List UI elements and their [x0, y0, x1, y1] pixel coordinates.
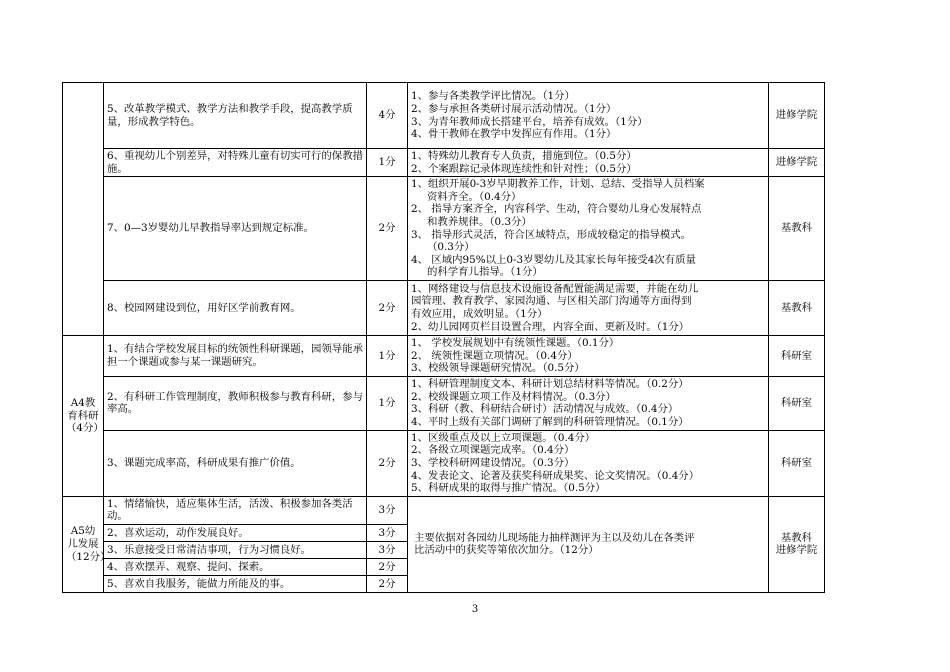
criteria-cell [408, 376, 769, 430]
criteria-line: 3、为青年教师成长搭建平台，培养有成效。（1分） [411, 115, 648, 128]
score-cell: 3分 [367, 524, 408, 541]
item-cell: 8、校园网建设到位，用好区学前教育网。 [104, 280, 367, 335]
category-points: （12分） [66, 550, 111, 563]
criteria-line: 2、校级课题立项工作及材料情况。（0.3分） [411, 390, 616, 403]
criteria-line: 3、科研（教、科研结合研讨）活动情况与成效。（0.4分） [411, 403, 679, 416]
criteria-cell [408, 177, 769, 281]
department-cell: 科研室 [769, 335, 825, 376]
score-cell: 4分 [367, 83, 408, 149]
category-cell-empty [63, 83, 104, 336]
item-cell: 3、课题完成率高，科研成果有推广价值。 [104, 430, 367, 496]
criteria-line: 2、各级立项课题完成率。（0.4分） [411, 444, 575, 457]
evaluation-table [62, 82, 825, 593]
item-cell: 3、乐意接受日常清洁事项，行为习惯良好。 [104, 541, 367, 558]
item-cell: 4、喜欢摆弄、观察、提问、探索。 [104, 558, 367, 575]
criteria-line: 4、骨干教师在教学中发挥应有作用。（1分） [411, 128, 617, 141]
criteria-line: 的科学育儿指导。（1分） [427, 266, 543, 279]
score-cell: 3分 [367, 541, 408, 558]
score-cell: 2分 [367, 430, 408, 496]
criteria-line: 1、组织开展0-3岁早期教养工作，计划、总结、受指导人员档案 [411, 178, 705, 191]
table-row [63, 376, 825, 430]
table-row [63, 430, 825, 496]
item-cell: 5、喜欢自我服务，能做力所能及的事。 [104, 575, 367, 592]
criteria-line: 比活动中的获奖等第依次加分。（12分） [414, 544, 599, 557]
category-points: （4分） [66, 422, 104, 435]
table-row [63, 149, 825, 177]
criteria-line: 3、校级领导课题研究情况。（0.5分） [411, 362, 585, 375]
score-cell: 1分 [367, 149, 408, 177]
criteria-line: （0.3分） [427, 241, 475, 254]
criteria-line: 4、 区域内95%以上0-3岁婴幼儿及其家长每年接受4次有质量 [411, 253, 696, 266]
criteria-line: 1、区级重点及以上立项课题。（0.4分） [411, 431, 596, 444]
criteria-line: 2、参与承担各类研讨展示活动情况。（1分） [411, 102, 617, 115]
criteria-line: 2、个案跟踪记录体现连续性和针对性；（0.5分） [411, 162, 637, 175]
criteria-line: 1、科研管理制度文本、科研计划总结材料等情况。（0.2分） [411, 378, 689, 391]
criteria-line: 5、科研成果的取得与推广情况。（0.5分） [411, 482, 606, 495]
criteria-line: 4、发表论文、论著及获奖科研成果奖、论文奖情况。（0.4分） [411, 469, 700, 482]
item-cell: 2、有科研工作管理制度，教师积极参与教育科研，参与率高。 [104, 376, 367, 430]
table-row [63, 496, 825, 524]
criteria-line: 资料齐全。（0.4分） [427, 190, 522, 203]
criteria-cell [408, 335, 769, 376]
table-row [63, 335, 825, 376]
score-cell: 2分 [367, 280, 408, 335]
criteria-cell [408, 83, 769, 149]
criteria-line: 1、参与各类教学评比情况。（1分） [411, 90, 575, 103]
department-cell: 进修学院 [769, 83, 825, 149]
score-cell: 2分 [367, 575, 408, 592]
score-cell: 2分 [367, 558, 408, 575]
criteria-cell [408, 280, 769, 335]
page-number: 3 [471, 604, 479, 615]
criteria-line: 园管理、教育教学、家园沟通、与区相关部门沟通等方面得到 [411, 295, 692, 308]
table-row [63, 83, 825, 149]
item-cell: 7、0—3岁婴幼儿早教指导率达到规定标准。 [104, 177, 367, 281]
criteria-line: 4、平时上级有关部门调研了解到的科研管理情况。（0.1分） [411, 415, 689, 428]
criteria-line: 1、 学校发展规划中有统领性课题。（0.1分） [411, 336, 620, 349]
category-cell-a4 [63, 335, 104, 496]
criteria-line: 2、 统领性课题立项情况。（0.4分） [411, 349, 578, 362]
department-line: 进修学院 [775, 544, 818, 557]
score-cell: 1分 [367, 335, 408, 376]
criteria-line: 3、学校科研网建设情况。（0.3分） [411, 456, 575, 469]
department-cell [769, 496, 825, 592]
criteria-cell [408, 430, 769, 496]
item-cell: 2、喜欢运动，动作发展良好。 [104, 524, 367, 541]
category-title: A4教育科研 [67, 396, 99, 422]
item-cell: 1、有结合学校发展目标的统领性科研课题，园领导能承担一个课题或参与某一课题研究。 [104, 335, 367, 376]
department-cell: 基教科 [769, 177, 825, 281]
criteria-cell [408, 149, 769, 177]
department-cell: 基教科 [769, 280, 825, 335]
category-cell-a5 [63, 496, 111, 592]
criteria-line: 有效应用，成效明显。（1分） [411, 307, 548, 320]
score-cell: 3分 [367, 496, 408, 524]
criteria-line: 2、幼儿园网页栏目设置合理，内容全面、更新及时。（1分） [411, 320, 690, 333]
item-cell: 1、情绪愉快，适应集体生活，活泼、积极参加各类活动。 [104, 496, 367, 524]
score-cell: 2分 [367, 177, 408, 281]
criteria-line: 2、 指导方案齐全，内容科学、生动，符合婴幼儿身心发展特点 [411, 203, 702, 216]
department-line: 基教科 [780, 531, 813, 544]
department-cell: 科研室 [769, 376, 825, 430]
score-cell: 1分 [367, 376, 408, 430]
criteria-line: 3、 指导形式灵活，符合区域特点，形成较稳定的指导模式。 [411, 228, 692, 241]
criteria-line: 1、网络建设与信息技术设施设备配置能满足需要，并能在幼儿 [411, 282, 699, 295]
table-row [63, 177, 825, 281]
table-row [63, 280, 825, 335]
department-cell: 进修学院 [769, 149, 825, 177]
criteria-cell [408, 496, 769, 592]
department-cell: 科研室 [769, 430, 825, 496]
category-title: A5幼儿发展 [67, 525, 99, 551]
item-cell: 5、改革教学模式、教学方法和教学手段，提高教学质量，形成教学特色。 [104, 83, 367, 149]
criteria-line: 1、特殊幼儿教育专人负责，措施到位。（0.5分） [411, 150, 637, 162]
criteria-line: 和教养规律。（0.3分） [427, 215, 532, 228]
criteria-line: 主要依据对各园幼儿现场能力抽样测评为主以及幼儿在各类评 [414, 531, 695, 544]
item-cell: 6、重视幼儿个别差异，对特殊儿童有切实可行的保教措施。 [104, 149, 367, 177]
